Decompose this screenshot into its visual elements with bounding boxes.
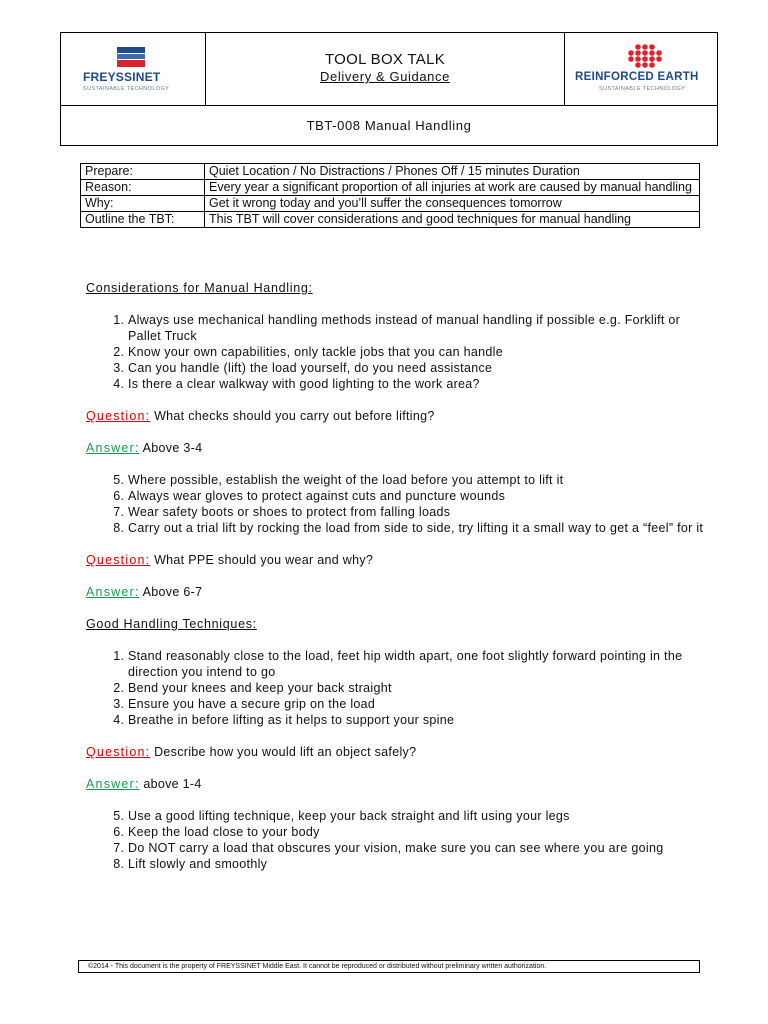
question-label: Question: bbox=[86, 745, 151, 759]
table-row bbox=[81, 180, 700, 196]
logo-dot bbox=[628, 56, 634, 62]
question-label: Question: bbox=[86, 409, 151, 423]
answer-1 bbox=[86, 440, 706, 456]
logo-dot bbox=[649, 62, 655, 68]
question-label: Question: bbox=[86, 553, 151, 567]
header-title-cell bbox=[206, 33, 564, 105]
logo-dot bbox=[656, 50, 662, 56]
logo-dot bbox=[642, 62, 648, 68]
logo-dot bbox=[635, 56, 641, 62]
question-text: What PPE should you wear and why? bbox=[150, 553, 374, 567]
question-1 bbox=[86, 408, 706, 424]
list-item: 7. Wear safety boots or shoes to protect from falling loads bbox=[128, 504, 706, 520]
list-item: 8. Lift slowly and smoothly bbox=[128, 856, 706, 872]
techniques-list-continued bbox=[86, 808, 706, 872]
list-item: 6. Always wear gloves to protect against cuts and puncture wounds bbox=[128, 488, 706, 504]
list-item: 6. Keep the load close to your body bbox=[128, 824, 706, 840]
list-item: 2. Know your own capabilities, only tackle jobs that you can handle bbox=[128, 344, 706, 360]
reinforced-earth-logo bbox=[564, 33, 717, 105]
document-title: TBT-008 Manual Handling bbox=[306, 118, 472, 133]
info-label-why: Why: bbox=[81, 196, 205, 212]
info-table bbox=[80, 163, 700, 228]
answer-text: Above 6-7 bbox=[139, 585, 203, 599]
document-body bbox=[86, 280, 706, 872]
info-value-prepare: Quiet Location / No Distractions / Phones Off / 15 minutes Duration bbox=[205, 164, 700, 180]
list-item: 2. Bend your knees and keep your back straight bbox=[128, 680, 706, 696]
info-label-outline: Outline the TBT: bbox=[81, 212, 205, 228]
list-item: 8. Carry out a trial lift by rocking the load from side to side, try lifting it a small way to get a “feel” for it bbox=[128, 520, 706, 536]
list-item: 5. Use a good lifting technique, keep your back straight and lift using your legs bbox=[128, 808, 706, 824]
list-item: 3. Ensure you have a secure grip on the load bbox=[128, 696, 706, 712]
answer-label: Answer: bbox=[86, 441, 140, 455]
reinforced-earth-logo-tagline: SUSTAINABLE TECHNOLOGY bbox=[599, 86, 686, 92]
list-item: 7. Do NOT carry a load that obscures your vision, make sure you can see where you are going bbox=[128, 840, 706, 856]
section-heading-considerations: Considerations for Manual Handling: bbox=[86, 281, 313, 295]
answer-2 bbox=[86, 584, 706, 600]
logo-dot bbox=[656, 56, 662, 62]
considerations-list bbox=[86, 312, 706, 392]
logo-dot bbox=[642, 44, 648, 50]
logo-dot bbox=[628, 50, 634, 56]
answer-3 bbox=[86, 776, 706, 792]
list-item: 3. Can you handle (lift) the load yourself, do you need assistance bbox=[128, 360, 706, 376]
info-label-prepare: Prepare: bbox=[81, 164, 205, 180]
info-value-reason: Every year a significant proportion of all injuries at work are caused by manual handling bbox=[205, 180, 700, 196]
question-3 bbox=[86, 744, 706, 760]
answer-text: Above 3-4 bbox=[139, 441, 203, 455]
document-header bbox=[60, 32, 718, 146]
info-value-why: Get it wrong today and you’ll suffer the consequences tomorrow bbox=[205, 196, 700, 212]
list-item: 5. Where possible, establish the weight of the load before you attempt to lift it bbox=[128, 472, 706, 488]
logo-dot bbox=[635, 62, 641, 68]
logo-dot bbox=[649, 56, 655, 62]
freyssinet-logo-tagline: SUSTAINABLE TECHNOLOGY bbox=[83, 86, 170, 92]
freyssinet-logo bbox=[61, 33, 206, 105]
freyssinet-logo-name: FREYSSINET bbox=[83, 70, 161, 84]
question-text: Describe how you would lift an object safely? bbox=[150, 745, 417, 759]
logo-dot bbox=[649, 50, 655, 56]
answer-label: Answer: bbox=[86, 585, 140, 599]
page-subtitle: Delivery & Guidance bbox=[320, 69, 450, 84]
table-row bbox=[81, 212, 700, 228]
techniques-list bbox=[86, 648, 706, 728]
table-row bbox=[81, 164, 700, 180]
freyssinet-flag-icon bbox=[117, 47, 145, 67]
info-label-reason: Reason: bbox=[81, 180, 205, 196]
question-text: What checks should you carry out before lifting? bbox=[150, 409, 435, 423]
logo-dot bbox=[649, 44, 655, 50]
logo-dot bbox=[635, 50, 641, 56]
answer-label: Answer: bbox=[86, 777, 140, 791]
list-item: 4. Breathe in before lifting as it helps to support your spine bbox=[128, 712, 706, 728]
logo-dot bbox=[642, 56, 648, 62]
header-top-row bbox=[61, 33, 717, 106]
question-2 bbox=[86, 552, 706, 568]
info-value-outline: This TBT will cover considerations and good techniques for manual handling bbox=[205, 212, 700, 228]
list-item: 1. Always use mechanical handling methods instead of manual handling if possible e.g. Forklift or Pallet Truck bbox=[128, 312, 706, 344]
reinforced-earth-dots-icon bbox=[627, 43, 663, 69]
table-row bbox=[81, 196, 700, 212]
section-heading-techniques: Good Handling Techniques: bbox=[86, 617, 257, 631]
logo-dot bbox=[635, 44, 641, 50]
copyright-footer: ©2014 - This document is the property of FREYSSINET Middle East. It cannot be reproduced or distributed without preliminary written authorization. bbox=[78, 960, 700, 973]
list-item: 1. Stand reasonably close to the load, feet hip width apart, one foot slightly forward pointing in the direction you intend to go bbox=[128, 648, 706, 680]
list-item: 4. Is there a clear walkway with good lighting to the work area? bbox=[128, 376, 706, 392]
logo-dot bbox=[642, 50, 648, 56]
answer-text: above 1-4 bbox=[139, 777, 202, 791]
considerations-list-continued bbox=[86, 472, 706, 536]
reinforced-earth-logo-name: REINFORCED EARTH bbox=[575, 71, 699, 83]
page-title: TOOL BOX TALK bbox=[324, 51, 446, 68]
